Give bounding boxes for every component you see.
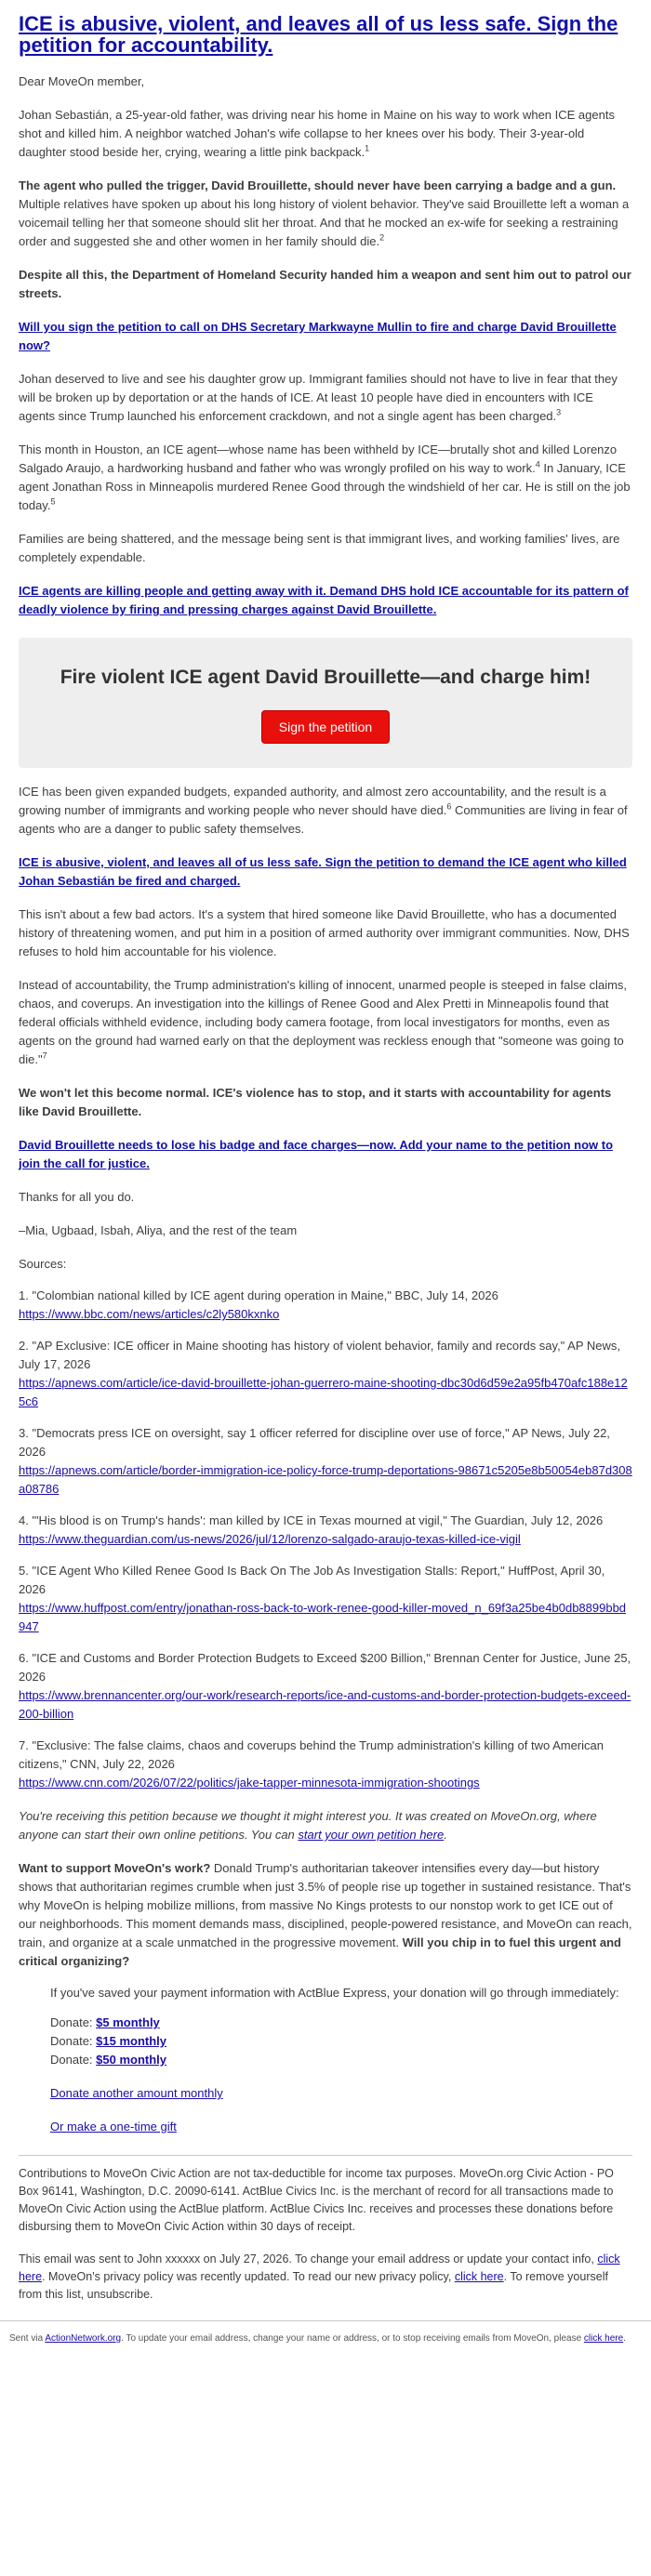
thanks-line: Thanks for all you do. xyxy=(19,1190,135,1204)
paragraph-3: Despite all this, the Department of Homeland Security handed him a weapon and sent him out to patrol our streets. xyxy=(19,268,631,300)
source-link[interactable]: https://apnews.com/article/ice-david-brouillette-johan-guerrero-maine-shooting-dbc30d6d59e2a95fb470afc188e125c6 xyxy=(19,1376,628,1408)
donate-other-wrap xyxy=(50,2084,632,2103)
actionnetwork-link[interactable]: ActionNetwork.org xyxy=(45,2333,122,2344)
paragraph-5b-text: In January, ICE agent Jonathan Ross in Minneapolis murdered Renee Good through the windshield of her car. He is still on the job today. xyxy=(19,461,631,512)
fineprint-email-c: . To remove yourself from this list, unsubscribe. xyxy=(19,2270,608,2301)
source-text: 5. "ICE Agent Who Killed Renee Good Is Back On The Job As Investigation Stalls: Report," HuffPost, April 30, 2026 xyxy=(19,1564,605,1596)
fineprint-contributions: Contributions to MoveOn Civic Action are not tax-deductible for income tax purposes. MoveOn.org Civic Action - PO Box 96141, Washington, D.C. 20090-6141. ActBlue Civics Inc. is the merchant of record for all transactions made to MoveOn Civic Action using the ActBlue platform. ActBlue Civics Inc. receives and processes these donations before disbursing them to MoveOn Civic Action within 30 days of receipt. xyxy=(19,2167,614,2233)
start-petition-link[interactable]: start your own petition here xyxy=(298,1828,445,1842)
source-link[interactable]: https://www.cnn.com/2026/07/22/politics/jake-tapper-minnesota-immigration-shootings xyxy=(19,1776,480,1790)
sources-label: Sources: xyxy=(19,1257,67,1271)
donate-label: Donate: xyxy=(50,2053,97,2067)
footer-text-b: . To update your email address, change your name or address, or to stop receiving emails from MoveOn, please xyxy=(121,2333,584,2344)
source-text: 7. "Exclusive: The false claims, chaos and coverups behind the Trump administration's killing of two American citizens," CNN, July 22, 2026 xyxy=(19,1738,604,1771)
paragraph-5 xyxy=(19,441,632,515)
paragraph-5-text: This month in Houston, an ICE agent—whose name has been withheld by ICE—brutally shot and killed Lorenzo Salgado Araujo, a hardworking husband and father who was wrongly profiled on his way to work. xyxy=(19,443,618,475)
support-bold-1: Want to support MoveOn's work? xyxy=(19,1861,211,1875)
paragraph-1-text: Johan Sebastián, a 25-year-old father, was driving near his home in Maine on his way to work when ICE agents shot and killed him. A neighbor watched Johan's wife collapse to her knees over his body. Their 3-year-old daughter stood beside her, crying, wearing a little pink backpack. xyxy=(19,108,615,159)
paragraph-2 xyxy=(19,177,632,251)
headline-link[interactable]: ICE is abusive, violent, and leaves all of us less safe. Sign the petition for accountability. xyxy=(19,12,618,57)
petition-link-2-wrap xyxy=(19,582,632,619)
footer xyxy=(0,2320,651,2358)
footer-text-c: . xyxy=(623,2333,626,2344)
footnote-6: 6 xyxy=(446,801,452,812)
signoff-line: –Mia, Ugbaad, Isbah, Aliya, and the rest of the team xyxy=(19,1223,298,1237)
donate-other-link[interactable]: Donate another amount monthly xyxy=(50,2086,223,2100)
sources-list xyxy=(19,1287,632,1792)
email-content xyxy=(19,0,632,2304)
paragraph-9-text: Instead of accountability, the Trump administration's killing of innocent, unarmed people is steeped in false claims, chaos, and coverups. An investigation into the killings of Renee Good and Alex Pretti in Minneapolis found that federal officials withheld evidence, including body camera footage, from local investigators for months, even as agents on the ground had warned early on that the deployment was reckless enough that "someone was going to die." xyxy=(19,978,628,1066)
donate-50-link[interactable]: $50 monthly xyxy=(96,2053,167,2067)
donate-label: Donate: xyxy=(50,2034,97,2048)
paragraph-6: Families are being shattered, and the message being sent is that immigrant lives, and working families' lives, are completely expendable. xyxy=(19,532,620,564)
source-text: 6. "ICE and Customs and Border Protection Budgets to Exceed $200 Billion," Brennan Center for Justice, June 25, 2026 xyxy=(19,1651,631,1684)
source-item xyxy=(19,1562,632,1636)
donate-5-link[interactable]: $5 monthly xyxy=(96,2015,160,2029)
divider xyxy=(19,2155,632,2156)
donate-15-link[interactable]: $15 monthly xyxy=(96,2034,167,2048)
source-item xyxy=(19,1649,632,1724)
petition-link-4[interactable]: David Brouillette needs to lose his badge and face charges—now. Add your name to the petition now to join the call for justice. xyxy=(19,1138,614,1170)
support-bold-2: Will you chip in to fuel this urgent and critical organizing? xyxy=(19,1935,621,1968)
paragraph-8: This isn't about a few bad actors. It's a system that hired someone like David Brouillette, who has a documented history of threatening women, and put him in a position of armed authority over immigrant communities. Now, DHS refuses to hold him accountable for his violence. xyxy=(19,907,630,958)
source-link[interactable]: https://www.huffpost.com/entry/jonathan-ross-back-to-work-renee-good-killer-moved_n_69f3a25be4b0db8899bbd947 xyxy=(19,1601,627,1633)
source-text: 3. "Democrats press ICE on oversight, say 1 officer referred for discipline over use of force," AP News, July 22, 2026 xyxy=(19,1426,610,1459)
paragraph-2-text: Multiple relatives have spoken up about his long history of violent behavior. They've said Brouillette left a woman a voicemail telling her that someone should slit her throat. And that he mocked an ex-wife for seeking a restraining order and suggested she and other women in her family should die. xyxy=(19,197,630,248)
source-link[interactable]: https://www.bbc.com/news/articles/c2ly580kxnko xyxy=(19,1307,280,1321)
petition-link-1-wrap xyxy=(19,318,632,355)
source-item xyxy=(19,1424,632,1499)
donation-option xyxy=(50,2014,632,2032)
privacy-policy-link[interactable]: click here xyxy=(454,2270,504,2283)
footnote-5: 5 xyxy=(50,496,56,507)
footnote-2: 2 xyxy=(379,232,385,243)
paragraph-9 xyxy=(19,976,632,1069)
donation-option xyxy=(50,2032,632,2051)
sign-petition-button[interactable]: Sign the petition xyxy=(261,710,390,744)
source-link[interactable]: https://apnews.com/article/border-immigration-ice-policy-force-trump-deportations-98671c5205e8b50054eb87d308a08786 xyxy=(19,1463,632,1496)
actblue-note: If you've saved your payment information with ActBlue Express, your donation will go through immediately: xyxy=(50,1986,619,2000)
fineprint-email-b: . MoveOn's privacy policy was recently updated. To read our new privacy policy, xyxy=(42,2270,455,2283)
footnote-4: 4 xyxy=(535,459,540,469)
cta-box xyxy=(19,638,632,768)
fineprint-email xyxy=(19,2251,632,2304)
petition-note xyxy=(19,1807,632,1844)
footnote-1: 1 xyxy=(365,143,370,153)
greeting: Dear MoveOn member, xyxy=(19,74,145,88)
support-text: Donald Trump's authoritarian takeover intensifies every day—but history shows that authoritarian regimes crumble when just 3.5% of people rise up together in sustained resistance. That's why MoveOn is helping mobilize millions, from massive No Kings protests to our nonstop work to get ICE out of our neighborhoods. This moment demands mass, disciplined, people-powered resistance, and MoveOn can reach, train, and organize at a scale unmatched in the progressive movement. xyxy=(19,1861,632,1949)
source-item xyxy=(19,1287,632,1324)
petition-link-4-wrap xyxy=(19,1136,632,1173)
petition-link-3-wrap xyxy=(19,853,632,891)
donation-block xyxy=(50,1984,632,2136)
source-link[interactable]: https://www.theguardian.com/us-news/2026/jul/12/lorenzo-salgado-araujo-texas-killed-ice-vigil xyxy=(19,1532,521,1546)
paragraph-7b-text: Communities are living in fear of agents who are a danger to public safety themselves. xyxy=(19,803,628,836)
footnote-7: 7 xyxy=(42,1050,47,1061)
source-text: 1. "Colombian national killed by ICE agent during operation in Maine," BBC, July 14, 2026 xyxy=(19,1288,498,1302)
paragraph-2-bold: The agent who pulled the trigger, David Brouillette, should never have been carrying a badge and a gun. xyxy=(19,178,617,192)
update-contact-link[interactable]: click here xyxy=(19,2252,620,2283)
paragraph-4-text: Johan deserved to live and see his daughter grow up. Immigrant families should not have to live in fear that they will be broken up by deportation or at the hands of ICE. At least 10 people have died in encounters with ICE agents since Trump launched his enforcement crackdown, and not a single agent has been charged. xyxy=(19,372,618,423)
donation-options xyxy=(50,2014,632,2069)
petition-note-end: . xyxy=(444,1828,447,1842)
footer-unsubscribe-link[interactable]: click here xyxy=(583,2333,624,2344)
paragraph-7-text: ICE has been given expanded budgets, expanded authority, and almost zero accountability, and the result is a growing number of immigrants and working people who never should have died. xyxy=(19,785,606,817)
paragraph-1 xyxy=(19,106,632,162)
footnote-3: 3 xyxy=(556,407,562,417)
footer-text-a: Sent via xyxy=(9,2333,46,2344)
support-paragraph xyxy=(19,1859,632,1971)
petition-link-2[interactable]: ICE agents are killing people and getting away with it. Demand DHS hold ICE accountable for its pattern of deadly violence by firing and pressing charges against David Brouillette. xyxy=(19,584,629,616)
petition-link-3[interactable]: ICE is abusive, violent, and leaves all of us less safe. Sign the petition to demand the ICE agent who killed Johan Sebastián be fired and charged. xyxy=(19,855,627,888)
source-item xyxy=(19,1512,632,1549)
source-item xyxy=(19,1337,632,1411)
paragraph-4 xyxy=(19,370,632,426)
paragraph-7 xyxy=(19,783,632,839)
source-text: 2. "AP Exclusive: ICE officer in Maine shooting has history of violent behavior, family and records say," AP News, July 17, 2026 xyxy=(19,1339,621,1371)
cta-title: Fire violent ICE agent David Brouillette—and charge him! xyxy=(60,667,591,688)
one-time-gift-link[interactable]: Or make a one-time gift xyxy=(50,2120,177,2133)
paragraph-10: We won't let this become normal. ICE's violence has to stop, and it starts with accountability for agents like David Brouillette. xyxy=(19,1086,612,1118)
one-time-wrap xyxy=(50,2118,632,2136)
source-link[interactable]: https://www.brennancenter.org/our-work/research-reports/ice-and-customs-and-border-protection-budgets-exceed-200-billion xyxy=(19,1688,631,1721)
petition-note-text: You're receiving this petition because we thought it might interest you. It was created on MoveOn.org, where anyone can start their own online petitions. You can xyxy=(19,1809,597,1842)
fineprint-email-a: This email was sent to John xxxxxx on July 27, 2026. To change your email address or update your contact info, xyxy=(19,2252,598,2266)
source-text: 4. "'His blood is on Trump's hands': man killed by ICE in Texas mourned at vigil," The Guardian, July 12, 2026 xyxy=(19,1513,604,1527)
headline xyxy=(19,0,632,56)
donate-label: Donate: xyxy=(50,2015,97,2029)
source-item xyxy=(19,1737,632,1792)
donation-option xyxy=(50,2051,632,2069)
petition-link-1[interactable]: Will you sign the petition to call on DHS Secretary Markwayne Mullin to fire and charge David Brouillette now? xyxy=(19,320,617,352)
